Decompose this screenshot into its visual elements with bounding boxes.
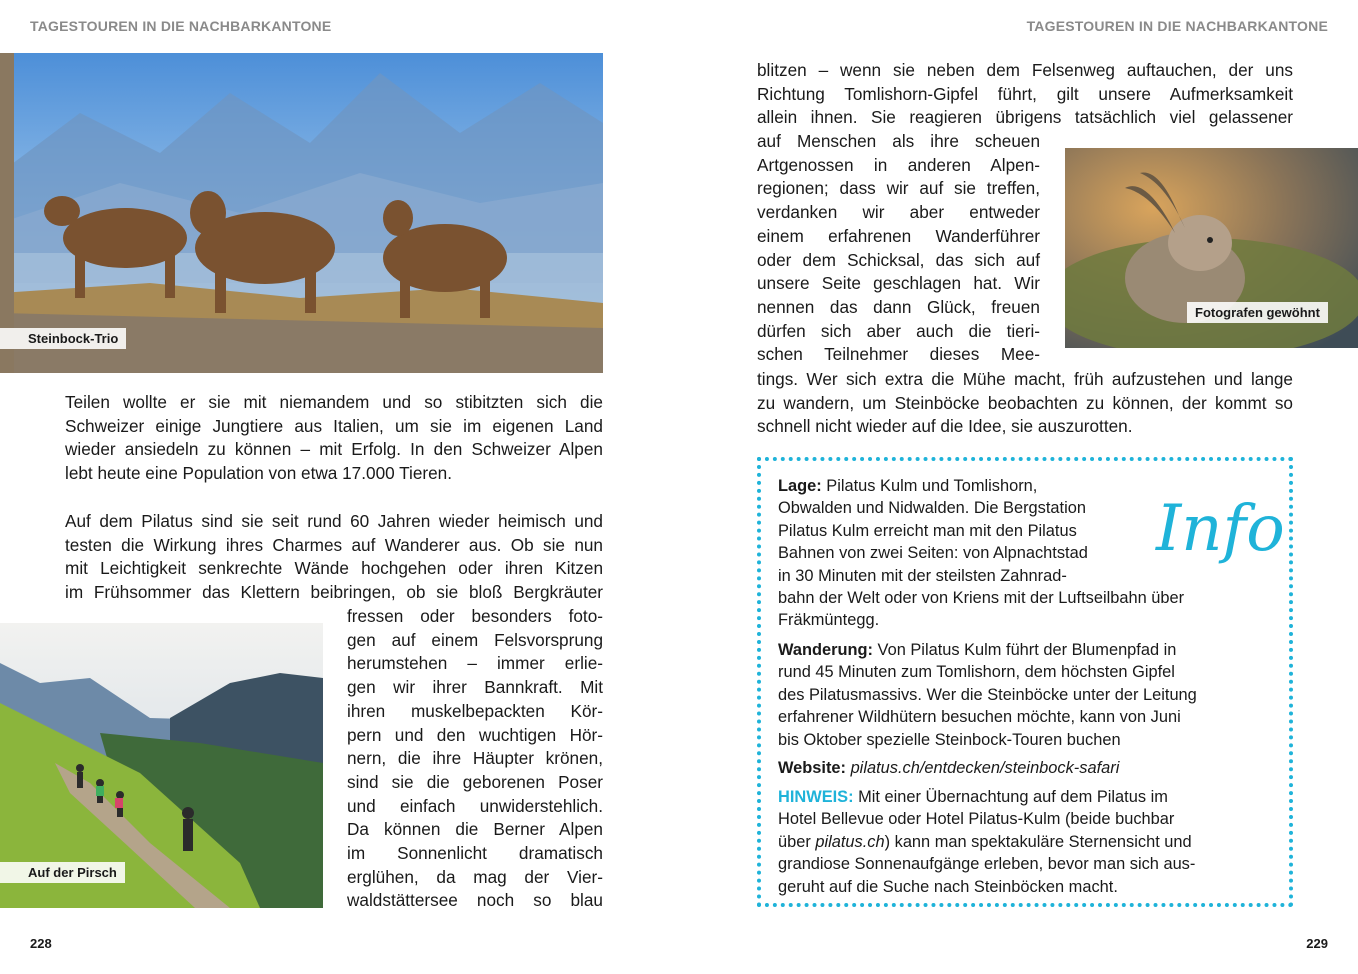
text-line: unsere Seite geschlagen hat. Wir xyxy=(757,273,1040,294)
info-website xyxy=(778,757,1278,779)
info-logo-text: Info xyxy=(1156,492,1285,566)
text-line: blitzen – wenn sie neben dem Felsenweg auftauchen, der uns xyxy=(757,60,1293,80)
text-line: im Frühsommer das Klettern beibringen, ob sie bloß Bergkräuter xyxy=(65,582,603,603)
lage-text: Pilatus Kulm und Tomlishorn, xyxy=(821,477,1038,495)
left-paragraph-1 xyxy=(65,391,603,486)
running-head-right: TAGESTOUREN IN DIE NACHBARKANTONE xyxy=(1026,18,1328,34)
text-line: allein ihnen. Sie reagieren übrigens tatsächlich viel gelassener xyxy=(757,107,1293,128)
hinweis-text: über xyxy=(778,832,816,851)
hinweis-link[interactable]: pilatus.ch xyxy=(815,832,885,851)
info-lage xyxy=(778,475,1278,632)
hinweis-line: grandiose Sonnenaufgänge erleben, bevor man sich aus- xyxy=(778,855,1196,874)
text-line: fressen oder besonders foto- xyxy=(347,606,603,626)
text-line: sind sie die geborenen Poser xyxy=(347,771,603,792)
text-line: gen auf einem Felsvorsprung xyxy=(347,629,603,650)
text-line: testen die Wirkung ihres Charmes auf Wanderer aus. Ob sie nun xyxy=(65,534,603,555)
right-paragraph-top xyxy=(757,59,1293,130)
hinweis-label: HINWEIS: xyxy=(778,788,854,806)
lage-line: in 30 Minuten mit der steilsten Zahnrad- xyxy=(778,566,1067,585)
info-wanderung xyxy=(778,639,1278,751)
wanderung-text: Von Pilatus Kulm führt der Blumenpfad in xyxy=(873,641,1177,659)
info-hinweis xyxy=(778,786,1278,898)
hinweis-text: Mit einer Übernachtung auf dem Pilatus im xyxy=(853,788,1168,806)
text-line: im Sonnenlicht dramatisch xyxy=(347,843,603,864)
photo-steinbock-trio xyxy=(0,53,603,373)
text-line: pern und den wuchtigen Hör- xyxy=(347,724,603,745)
text-line: ihren muskelbepackten Kör- xyxy=(347,700,603,721)
text-line: Teilen wollte er sie mit niemandem und so stibitzten sich die xyxy=(65,392,603,412)
text-line: tings. Wer sich extra die Mühe macht, früh aufzustehen und lange xyxy=(757,369,1293,389)
text-line: schen Teilnehmer dieses Mee- xyxy=(757,344,1040,365)
text-line: auf Menschen als ihre scheuen xyxy=(757,131,1040,151)
page-number-left: 228 xyxy=(30,936,52,951)
hinweis-line: geruht auf die Suche nach Steinböcken macht. xyxy=(778,877,1118,896)
text-line: regionen; dass wir auf sie treffen, xyxy=(757,178,1040,199)
text-line: Auf dem Pilatus sind sie seit rund 60 Jahren wieder heimisch und xyxy=(65,511,603,531)
lage-line: Bahnen von zwei Seiten: von Alpnachtstad xyxy=(778,544,1088,563)
wanderung-line: des Pilatusmassivs. Wer die Steinböcke unter der Leitung xyxy=(778,685,1197,704)
right-paragraph-narrow xyxy=(757,130,1040,367)
text-line: Da können die Berner Alpen xyxy=(347,819,603,840)
text-line: herumstehen – immer erlie- xyxy=(347,653,603,674)
wanderung-label: Wanderung: xyxy=(778,641,873,659)
running-head-left: TAGESTOUREN IN DIE NACHBARKANTONE xyxy=(30,18,332,34)
wanderung-line: rund 45 Minuten zum Tomlishorn, dem höchsten Gipfel xyxy=(778,663,1175,682)
text-line: waldstättersee noch so blau xyxy=(347,890,603,911)
text-line: zu wandern, um Steinböcke beobachten zu können, der kommt so xyxy=(757,392,1293,413)
right-paragraph-bottom xyxy=(757,368,1293,439)
text-line: lebt heute eine Population von etwa 17.000 Tieren. xyxy=(65,463,453,484)
lage-line: Fräkmüntegg. xyxy=(778,611,880,630)
wanderung-line: bis Oktober spezielle Steinbock-Touren buchen xyxy=(778,730,1121,749)
text-line: oder dem Schicksal, das sich auf xyxy=(757,249,1040,270)
caption-steinbock-trio: Steinbock-Trio xyxy=(0,328,126,349)
left-paragraph-2 xyxy=(65,510,603,605)
wanderung-line: erfahrener Wildhütern besuchen möchte, kann von Juni xyxy=(778,708,1181,727)
text-line: einem erfahrenen Wanderführer xyxy=(757,225,1040,246)
website-link[interactable]: pilatus.ch/entdecken/steinbock-safari xyxy=(846,759,1120,777)
wanderung-line-1 xyxy=(778,639,1278,661)
text-line: Richtung Tomlishorn-Gipfel führt, gilt unsere Aufmerksamkeit xyxy=(757,83,1293,104)
lage-line: Pilatus Kulm erreicht man mit den Pilatus xyxy=(778,521,1077,540)
hinweis-line-1 xyxy=(778,786,1278,808)
text-line: dürfen sich aber auch die tieri- xyxy=(757,320,1040,341)
text-line: nennen das dann Glück, freuen xyxy=(757,296,1040,317)
hinweis-line: Hotel Bellevue oder Hotel Pilatus-Kulm (beide buchbar xyxy=(778,810,1175,829)
caption-auf-der-pirsch: Auf der Pirsch xyxy=(0,862,125,883)
text-line: Artgenossen in anderen Alpen- xyxy=(757,154,1040,175)
text-line: schnell nicht wieder auf die Idee, sie auszurotten. xyxy=(757,416,1133,437)
caption-fotografen-gewoehnt: Fotografen gewöhnt xyxy=(1187,302,1328,323)
lage-line: Obwalden und Nidwalden. Die Bergstation xyxy=(778,499,1086,518)
hinweis-line-3 xyxy=(778,831,1278,853)
hinweis-text: ) kann man spektakuläre Sternensicht und xyxy=(884,832,1192,851)
website-label: Website: xyxy=(778,759,847,777)
text-line: Schweizer einige Jungtiere aus Italien, um sie im eigenen Land xyxy=(65,415,603,436)
text-line: erglühen, da mag der Vier- xyxy=(347,866,603,887)
lage-label: Lage: xyxy=(778,477,822,495)
text-line: und einfach unwiderstehlich. xyxy=(347,795,603,816)
left-paragraph-2-narrow xyxy=(347,605,603,913)
lage-line-1 xyxy=(778,475,1278,497)
lage-line: bahn der Welt oder von Kriens mit der Luftseilbahn über xyxy=(778,589,1185,608)
text-line: gen wir ihrer Bannkraft. Mit xyxy=(347,677,603,698)
text-line: wieder ansiedeln zu können – mit Erfolg. In den Schweizer Alpen xyxy=(65,439,603,460)
page-number-right: 229 xyxy=(1306,936,1328,951)
text-line: verdanken wir aber entweder xyxy=(757,202,1040,223)
text-line: nern, die ihre Häupter krönen, xyxy=(347,748,603,769)
text-line: mit Leichtigkeit senkrechte Wände hochgehen oder ihren Kitzen xyxy=(65,558,603,579)
